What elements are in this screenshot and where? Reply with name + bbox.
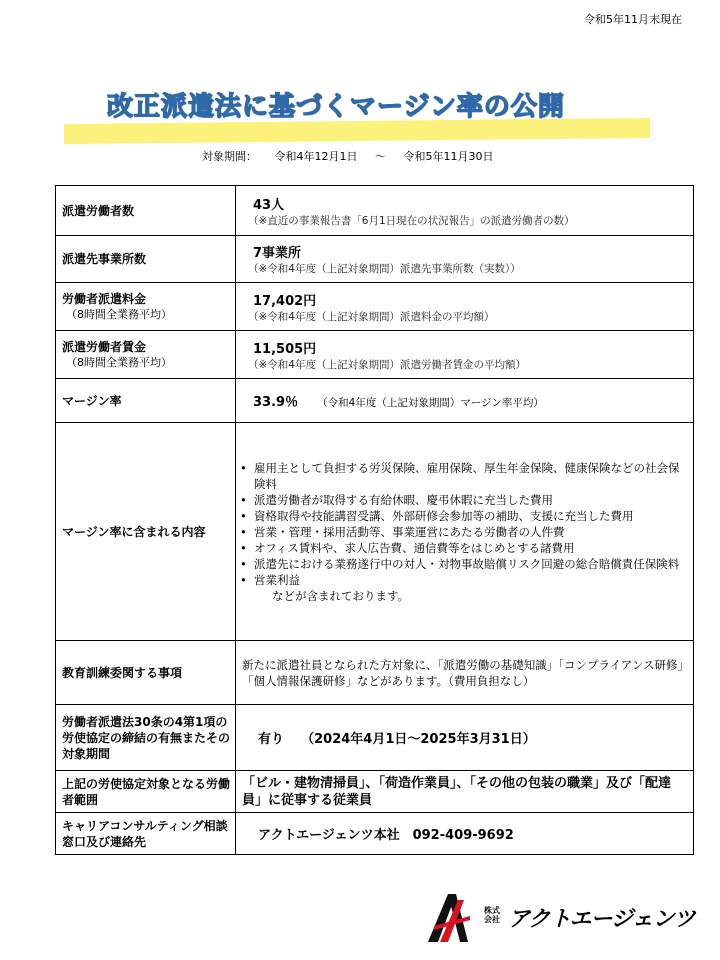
- as-of-date: 令和5年11月末現在: [584, 13, 682, 26]
- list-item: • 営業利益: [254, 572, 687, 588]
- fee-value: 17,402円: [253, 293, 317, 309]
- row-sites: [56, 236, 694, 283]
- logo-company-type: 株式会社: [484, 906, 500, 924]
- list-item: • 雇用主として負担する労災保険、雇用保険、厚生年金保険、健康保険などの社会保険料: [254, 460, 687, 492]
- period-end: 令和5年11月30日: [403, 150, 494, 163]
- fee-label: 労働者派遣料金: [62, 291, 147, 306]
- period-label: 対象期間：: [202, 150, 257, 163]
- career-value: アクトエージェンツ本社 092-409-9692: [258, 828, 514, 843]
- training-label: 教育訓練委関する事項: [56, 641, 236, 705]
- title-block: [60, 80, 660, 150]
- contents-list: [236, 460, 693, 588]
- wage-label: 派遣労働者賃金: [62, 339, 147, 354]
- scope-label: 上記の労使協定対象となる労働者範囲: [56, 771, 236, 813]
- workers-label: 派遣労働者数: [56, 186, 236, 236]
- wage-sub: （8時間全業務平均）: [66, 355, 172, 369]
- sites-label: 派遣先事業所数: [56, 236, 236, 283]
- agreement-value: 有り: [258, 732, 285, 747]
- scope-value: 「ビル・建物清掃員」、「荷造作業員」、「その他の包装の職業」及び「配達員」に従事する従業員: [242, 775, 672, 808]
- row-career: [56, 813, 694, 855]
- disclosure-table: [55, 185, 694, 855]
- agreement-label: 労働者派遣法30条の4第1項の労使協定の締結の有無またその対象期間: [56, 705, 236, 771]
- list-item: • 派遣労働者が取得する有給休暇、慶弔休暇に充当した費用: [254, 492, 687, 508]
- training-value: 新たに派遣社員となられた方対象に、「派遣労働の基礎知識」「コンプライアンス研修」「個人情報保護研修」などがあります。（費用負担なし）: [242, 657, 684, 688]
- margin-value: 33.9％: [253, 395, 299, 410]
- contents-trailer: などが含まれております。: [272, 588, 410, 603]
- agreement-period: （2024年4月1日〜2025年3月31日）: [301, 732, 536, 747]
- margin-label: マージン率: [56, 379, 236, 423]
- row-scope: [56, 771, 694, 813]
- contents-label: マージン率に含まれる内容: [56, 423, 236, 641]
- row-agreement: [56, 705, 694, 771]
- row-workers: [56, 186, 694, 236]
- list-item: • 資格取得や技能講習受講、外部研修会参加等の補助、支援に充当した費用: [254, 508, 687, 524]
- page-title: 改正派遣法に基づくマージン率の公開: [107, 92, 565, 122]
- sites-value: 7事業所: [253, 246, 302, 261]
- fee-note: （※令和4年度（上記対象期間）派遣料金の平均額）: [248, 310, 495, 323]
- period-start: 令和4年12月1日: [274, 150, 358, 163]
- target-period: [202, 148, 508, 164]
- logo-company-name: アクトエージェンツ: [508, 907, 695, 932]
- row-wage: [56, 331, 694, 379]
- list-item: • 派遣先における業務遂行中の対人・対物事故賠償リスク回避の総合賠償責任保険料: [254, 556, 687, 572]
- logo-mark-icon: [426, 890, 482, 944]
- row-margin: [56, 379, 694, 423]
- row-contents: [56, 423, 694, 641]
- list-item: • 営業・管理・採用活動等、事業運営にあたる労働者の人件費: [254, 524, 687, 540]
- margin-note: （令和4年度（上記対象期間）マージン率平均）: [317, 397, 544, 409]
- wage-note: （※令和4年度（上記対象期間）派遣労働者賃金の平均額）: [248, 358, 526, 371]
- list-item: • オフィス賃料や、求人広告費、通信費等をはじめとする諸費用: [254, 540, 687, 556]
- wage-value: 11,505円: [253, 341, 317, 357]
- workers-note: （※直近の事業報告書「6月1日現在の状況報告」の派遣労働者の数）: [248, 214, 575, 227]
- career-label: キャリアコンサルティング相談窓口及び連絡先: [56, 813, 236, 855]
- row-fee: [56, 283, 694, 331]
- sites-note: （※令和4年度（上記対象期間）派遣先事業所数（実数））: [248, 263, 521, 275]
- period-separator: 〜: [375, 150, 386, 163]
- row-training: [56, 641, 694, 705]
- fee-sub: （8時間全業務平均）: [66, 307, 172, 321]
- company-logo: [426, 890, 696, 944]
- workers-value: 43人: [253, 197, 285, 213]
